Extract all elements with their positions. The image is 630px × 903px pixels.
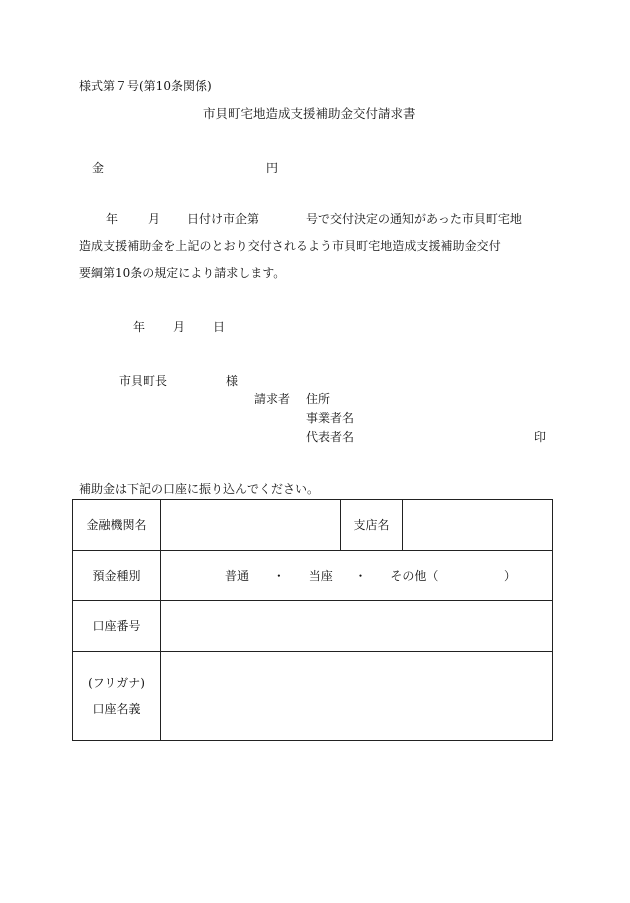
body-line2: 造成支援補助金を上記のとおり交付されるよう市貝町宅地造成支援補助金交付 [79, 239, 501, 253]
account-type-label: 預金種別 [73, 551, 161, 601]
table-row-account-holder [73, 652, 553, 741]
branch-name-label: 支店名 [341, 500, 403, 551]
account-type-separator-1: ・ [272, 568, 285, 583]
account-type-separator-2: ・ [354, 568, 367, 583]
body-line1-rest: 号で交付決定の通知があった市貝町宅地 [306, 212, 522, 226]
body-dated: 日付け市企第 [187, 212, 260, 226]
table-row-account-type [73, 551, 553, 601]
seal-mark: 印 [534, 430, 547, 444]
date-month: 月 [173, 320, 186, 334]
account-holder-name-label: 口座名義 [92, 702, 141, 716]
account-number-field[interactable] [161, 601, 553, 652]
account-type-other[interactable]: その他（ [390, 568, 439, 583]
account-type-current[interactable]: 当座 [308, 568, 333, 583]
body-year: 年 [106, 212, 119, 226]
requester-label: 請求者 [254, 392, 291, 406]
amount-unit: 円 [266, 161, 279, 175]
requester-address-label: 住所 [306, 392, 331, 406]
branch-name-field[interactable] [403, 500, 553, 551]
furigana-label: (フリガナ) [88, 676, 145, 690]
table-row-bank [73, 500, 553, 551]
account-type-ordinary[interactable]: 普通 [225, 568, 250, 583]
requester-business-label: 事業者名 [306, 411, 355, 425]
account-type-other-close: ） [504, 568, 517, 583]
account-holder-field[interactable] [161, 652, 553, 741]
date-year: 年 [133, 320, 146, 334]
addressee-name: 市貝町長 [119, 374, 168, 388]
form-number: 様式第７号(第10条関係) [79, 79, 212, 93]
account-holder-label [73, 652, 161, 741]
account-number-label: 口座番号 [73, 601, 161, 652]
body-line3: 要綱第10条の規定により請求します。 [79, 266, 286, 280]
bank-name-label: 金融機関名 [73, 500, 161, 551]
body-month: 月 [148, 212, 161, 226]
bank-name-field[interactable] [161, 500, 341, 551]
table-row-account-number [73, 601, 553, 652]
amount-prefix: 金 [92, 161, 105, 175]
form-title: 市貝町宅地造成支援補助金交付請求書 [203, 106, 416, 121]
addressee-honorific: 様 [226, 374, 239, 388]
date-day: 日 [213, 320, 226, 334]
bank-transfer-note: 補助金は下記の口座に振り込んでください。 [79, 482, 320, 496]
requester-representative-label: 代表者名 [306, 430, 355, 444]
account-type-options [161, 551, 553, 601]
bank-account-table [72, 499, 553, 741]
